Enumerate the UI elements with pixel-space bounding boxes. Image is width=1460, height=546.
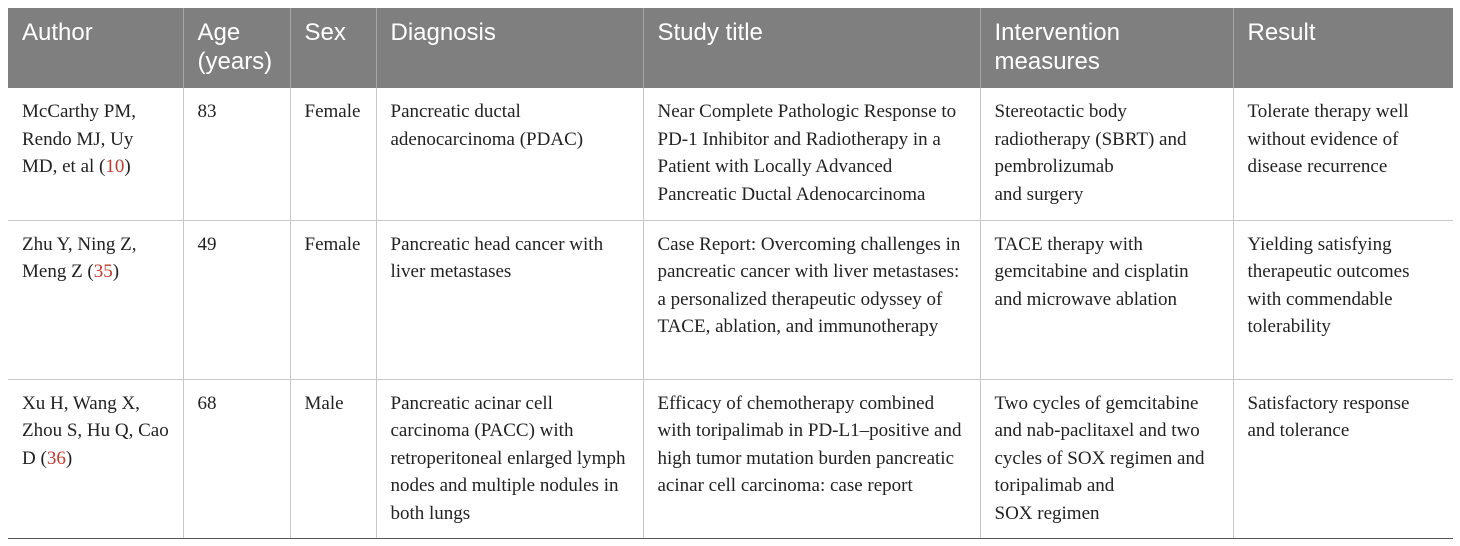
reference-link[interactable]: 35 [93,261,113,282]
header-study-title: Study title [643,8,980,88]
cell-study-title: Efficacy of chemotherapy combined with toripalimab in PD-L1–positive and high tumor mutation burden pancreatic acinar cell carcinoma: case report [643,379,980,538]
cell-age: 83 [183,88,290,220]
cell-author: Xu H, Wang X, Zhou S, Hu Q, Cao D (36) [8,379,183,538]
header-row [8,8,1453,88]
header-age: Age (years) [183,8,290,88]
cell-sex: Male [290,379,376,538]
cell-result: Yielding satisfying therapeutic outcomes with commendable tolerability [1233,220,1453,379]
table-container [8,8,1453,539]
cell-author: Zhu Y, Ning Z, Meng Z (35) [8,220,183,379]
table-row [8,220,1453,379]
cell-result: Satisfactory response and tolerance [1233,379,1453,538]
cell-author: McCarthy PM, Rendo MJ, Uy MD, et al (10) [8,88,183,220]
header-diagnosis: Diagnosis [376,8,643,88]
cell-intervention: Two cycles of gemcitabine and nab-paclitaxel and two cycles of SOX regimen and toripalimab and SOX regimen [980,379,1233,538]
cell-result: Tolerate therapy well without evidence of disease recurrence [1233,88,1453,220]
cell-diagnosis: Pancreatic head cancer with liver metastases [376,220,643,379]
reference-link[interactable]: 36 [46,447,66,469]
header-author: Author [8,8,183,88]
header-intervention: Intervention measures [980,8,1233,88]
cell-intervention: TACE therapy with gemcitabine and cisplatin and microwave ablation [980,220,1233,379]
table-row [8,88,1453,220]
cell-diagnosis: Pancreatic ductal adenocarcinoma (PDAC) [376,88,643,220]
cell-diagnosis: Pancreatic acinar cell carcinoma (PACC) with retroperitoneal enlarged lymph nodes and multiple nodules in both lungs [376,379,643,538]
header-result: Result [1233,8,1453,88]
table-row [8,379,1453,538]
cell-sex: Female [290,220,376,379]
cell-study-title: Near Complete Pathologic Response to PD-1 Inhibitor and Radiotherapy in a Patient with Locally Advanced Pancreatic Ductal Adenocarcinoma [643,88,980,220]
cell-intervention: Stereotactic body radiotherapy (SBRT) and pembrolizumab and surgery [980,88,1233,220]
header-sex: Sex [290,8,376,88]
cell-age: 49 [183,220,290,379]
reference-link[interactable]: 10 [105,156,125,177]
cell-sex: Female [290,88,376,220]
cell-age: 68 [183,379,290,538]
cell-study-title: Case Report: Overcoming challenges in pancreatic cancer with liver metastases: a personalized therapeutic odyssey of TACE, ablation, and immunotherapy [643,220,980,379]
case-reports-table [8,8,1453,539]
